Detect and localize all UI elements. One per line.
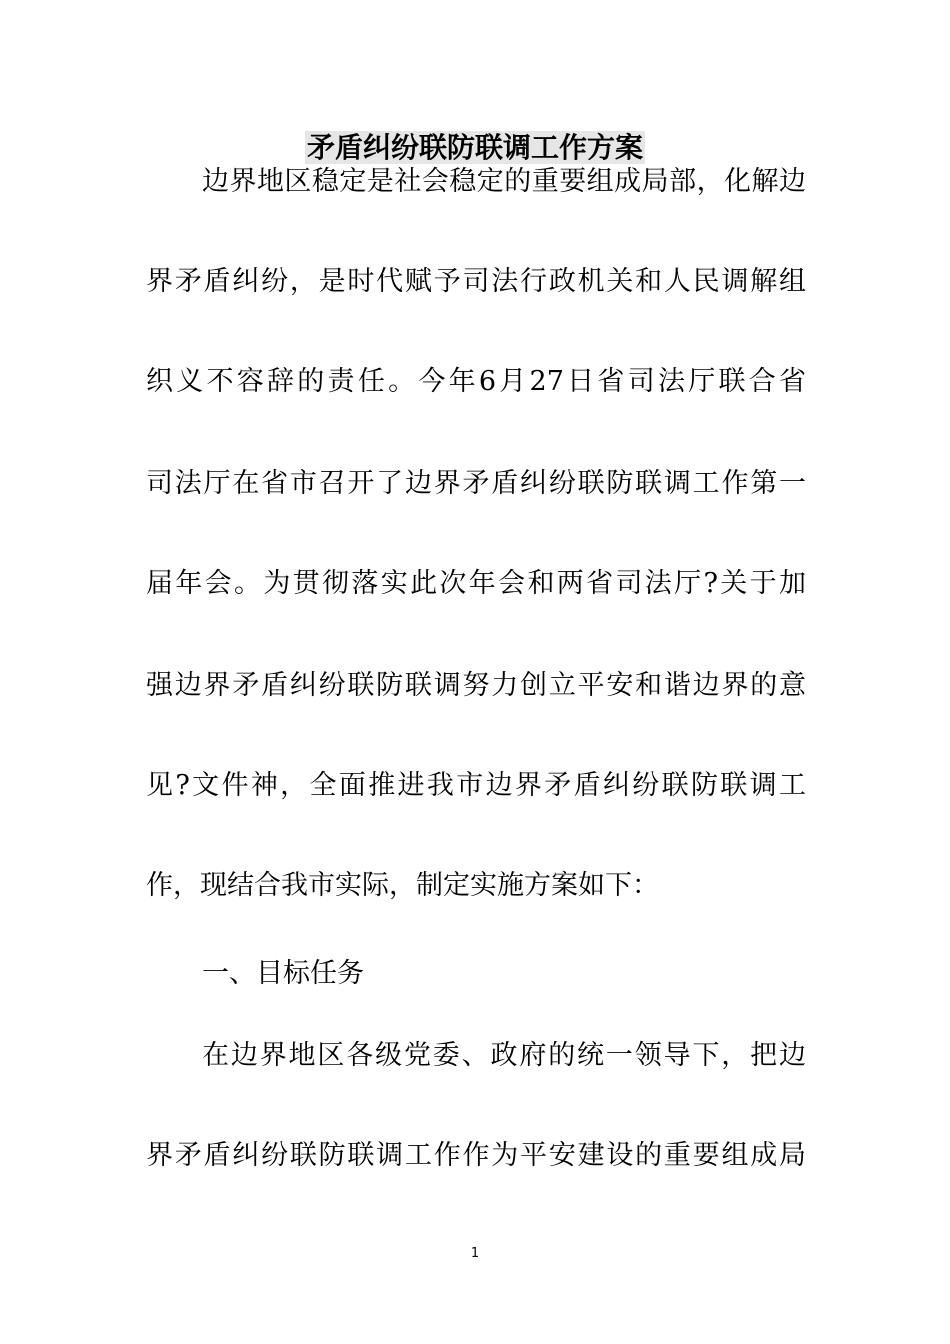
document-title-text: 矛盾纠纷联防联调工作方案: [306, 131, 643, 164]
paragraph-line-3: 织义不容辞的责任。今年6月27日省司法厅联合省: [146, 366, 806, 397]
paragraph-line-4: 司法厅在省市召开了边界矛盾纠纷联防联调工作第一: [146, 468, 806, 499]
paragraph-line-6: 强边界矛盾纠纷联防联调努力创立平安和谐边界的意: [146, 670, 806, 701]
paragraph-line-1: 边界地区稳定是社会稳定的重要组成局部，化解边: [202, 166, 806, 197]
paragraph-line-10: 界矛盾纠纷联防联调工作作为平安建设的重要组成局: [146, 1140, 806, 1171]
section-heading-1: 一、目标任务: [202, 958, 364, 989]
paragraph-line-7: 见?文件神，全面推进我市边界矛盾纠纷联防联调工: [146, 770, 806, 801]
paragraph-line-5: 届年会。为贯彻落实此次年会和两省司法厅?关于加: [146, 568, 806, 599]
paragraph-line-8: 作，现结合我市实际，制定实施方案如下：: [146, 870, 659, 901]
paragraph-line-9: 在边界地区各级党委、政府的统一领导下，把边: [202, 1040, 806, 1071]
page-number: 1: [470, 1246, 480, 1261]
paragraph-line-2: 界矛盾纠纷，是时代赋予司法行政机关和人民调解组: [146, 266, 806, 297]
